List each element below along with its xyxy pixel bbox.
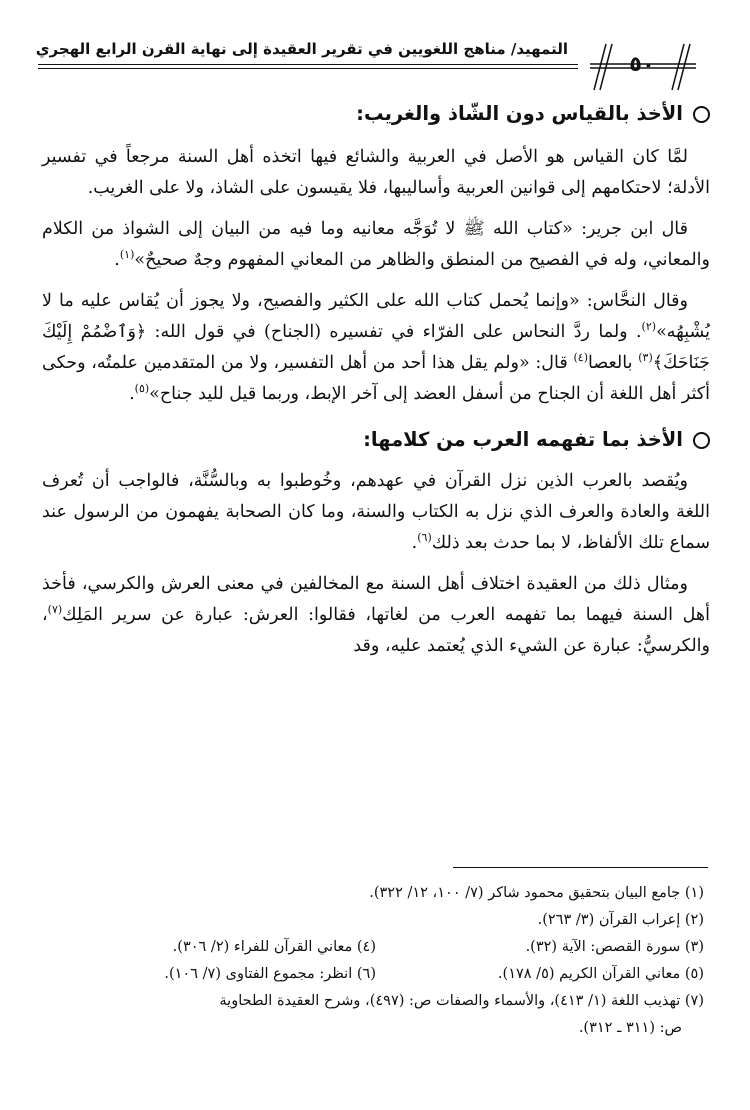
footnote-row: [48, 880, 704, 907]
circle-bullet-icon: [693, 432, 710, 449]
footnote-row: [48, 1015, 704, 1042]
paragraph-text: قال ابن جرير: «كتاب الله ﷺ لا تُوَجَّه معانيه وما فيه من البيان إلى الشواذ من الكلام والمعاني، وله في الفصيح من المنطق والظاهر من المعاني المفهوم وجهٌ صحيحٌ»: [42, 219, 710, 270]
footnote-separator: [453, 867, 708, 868]
section-heading: [42, 424, 710, 456]
paragraph-text: بالعصا: [587, 353, 633, 373]
footnote-ref: (٢): [641, 320, 657, 334]
footnote-ref: (٥): [134, 382, 150, 396]
footnote-ref: (٦): [417, 531, 432, 545]
paragraph-text: لمَّا كان القياس هو الأصل في العربية والشائع فيها اتخذه أهل السنة مرجعاً في تفسير الأدلة؛ لاحتكامهم إلى قوانين العربية وأساليبها، فلا يقيسون على الشاذ، ولا على الغريب.: [42, 147, 710, 198]
paragraph-text: قال: «ولم يقل هذا أحد من أهل التفسير، ولا من المتقدمين علمتُه، وحكى أكثر أهل اللغة أن الجناح من أسفل العضد إلى آخر الإبط، وربما قيل لليد جناح»: [42, 353, 710, 404]
paragraph-text: ، والكرسيُّ: عبارة عن الشيء الذي يُعتمد عليه، وقد: [42, 605, 710, 656]
running-header-title: التمهيد/ مناهج اللغويين في تقرير العقيدة إلى نهاية القرن الرابع الهجري: [35, 40, 568, 58]
page-number: ٥٠: [629, 52, 655, 76]
footnote-row: [48, 934, 704, 961]
header-rule-double: [38, 68, 578, 69]
footnote-ref: (١): [119, 248, 135, 262]
footnote-row: [48, 961, 704, 988]
footnote: (٧) تهذيب اللغة (١/ ٤١٣)، والأسماء والصفات ص: (٤٩٧)، وشرح العقيدة الطحاوية: [219, 993, 704, 1009]
footnote-ref: (٣): [638, 351, 653, 365]
paragraph-text: ويُقصد بالعرب الذين نزل القرآن في عهدهم، وخُوطبوا به وبالسُّنَّة، فالواجب أن تُعرف اللغة والعادة والعرف الذي نزل به الكتاب والسنة، وما كان الصحابة يفهمون من الرسول عند سماع تلك الألفاظ، لا بما حدث بعد ذلك: [42, 471, 710, 553]
footnote: (١) جامع البيان بتحقيق محمود شاكر (٧/ ١٠٠، ١٢/ ٣٢٢).: [369, 885, 704, 901]
paragraph-text: ومثال ذلك من العقيدة اختلاف أهل السنة مع المخالفين في معنى العرش والكرسي، فأخذ أهل السنة فيهما بما تفهمه العرب من لغاتها، فقالوا: العرش: عبارة عن سرير المَلِك: [42, 574, 710, 625]
footnote: (٣) سورة القصص: الآية (٣٢).: [525, 939, 704, 955]
footnote-ref: (٧): [47, 603, 63, 617]
section-heading-text: الأخذ بما تفهمه العرب من كلامها:: [363, 428, 683, 451]
footnotes: [48, 880, 704, 1042]
footnote-ref: (٤): [573, 351, 588, 365]
footnote: (٥) معاني القرآن الكريم (٥/ ١٧٨).: [497, 966, 704, 982]
header-rule: [38, 64, 578, 65]
circle-bullet-icon: [693, 106, 710, 123]
footnote: (٦) انظر: مجموع الفتاوى (٧/ ١٠٦).: [164, 966, 376, 982]
paragraph: [42, 142, 710, 204]
paragraph: قال ابن جرير: «كتاب الله ﷺ لا تُوَجَّه معانيه وما فيه من البيان إلى الشواذ من الكلام والمعاني، وله في الفصيح من المنطق والظاهر من المعاني المفهوم وجهٌ صحيحٌ»$^{(١)}$.: [42, 219, 710, 270]
paragraph-text: ولما ردَّ النحاس على الفرّاء في تفسيره (الجناح) في قول الله: ﴿وَٱضْمُمْ إِلَيْكَ جَنَاحَكَ﴾: [42, 322, 710, 373]
main-content: [42, 98, 710, 662]
footnote: ص: (٣١١ ـ ٣١٢).: [578, 1020, 682, 1036]
paragraph: ويُقصد بالعرب الذين نزل القرآن في عهدهم، وخُوطبوا به وبالسُّنَّة، فالواجب أن تُعرف اللغة والعادة والعرف الذي نزل به الكتاب والسنة، وما كان الصحابة يفهمون من الرسول عند سماع تلك الألفاظ، لا بما حدث بعد ذلك$^{(٦)}$.: [42, 471, 710, 553]
footnote: (٤) معاني القرآن للفراء (٢/ ٣٠٦).: [172, 939, 376, 955]
section-heading-text: الأخذ بالقياس دون الشّاذ والغريب:: [356, 102, 683, 125]
paragraph: [42, 569, 710, 662]
page-number-frame: [586, 40, 698, 94]
section-heading: [42, 98, 710, 130]
footnote-row: [48, 907, 704, 934]
footnote-row: [48, 988, 704, 1015]
running-header: [35, 34, 718, 94]
paragraph: وقال النحَّاس: «وإنما يُحمل كتاب الله على الكثير والفصيح، ولا يجوز أن يُقاس عليه ما لا يُشْبِهُه»$^{(٢)}$. ولما ردَّ النحاس على الفرّاء في تفسيره (الجناح) في قول الله: ﴿وَٱضْمُمْ إِلَيْكَ جَنَاحَكَ﴾$^{(٣)}$ بالعصا$^{(٤)}$ قال: «ولم يقل هذا أحد من أهل التفسير، ولا من المتقدمين علمتُه، وحكى أكثر أهل اللغة أن الجناح من أسفل العضد إلى آخر الإبط، وربما قيل لليد جناح»$^{(٥)}$.: [42, 291, 710, 404]
paragraph-text: وقال النحَّاس: «وإنما يُحمل كتاب الله على الكثير والفصيح، ولا يجوز أن يُقاس عليه ما لا يُشْبِهُه»: [42, 291, 710, 342]
footnote: (٢) إعراب القرآن (٣/ ٢٦٣).: [537, 912, 704, 928]
